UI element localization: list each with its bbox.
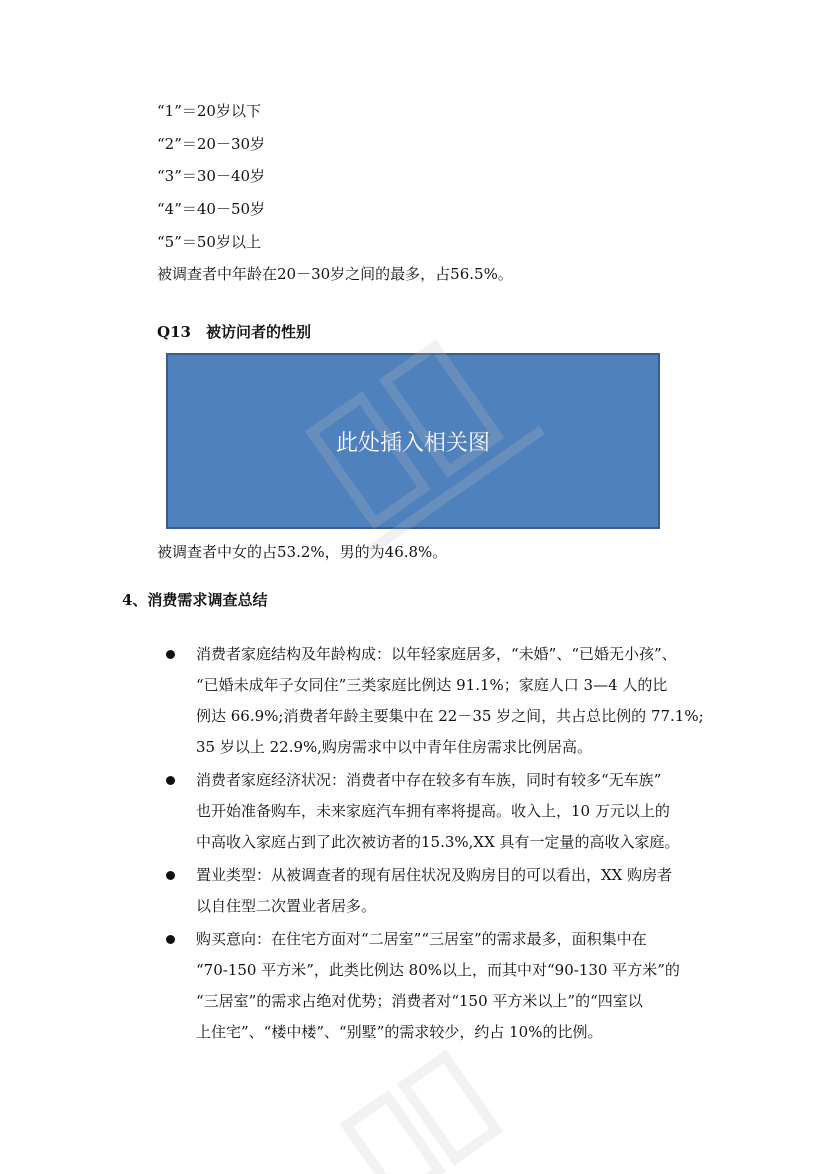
bullet-dot <box>166 776 175 785</box>
age-option-5: “5”＝50岁以上 <box>157 233 261 251</box>
age-summary: 被调查者中年龄在20－30岁之间的最多，占56.5%。 <box>157 265 513 283</box>
watermark-graphic <box>290 300 550 560</box>
chart-placeholder-label: 此处插入相关图 <box>335 430 490 456</box>
bullet-line: “三居室”的需求占绝对优势；消费者对“150 平方米以上”的“四室以 <box>196 992 643 1010</box>
age-option-4: “4”＝40－50岁 <box>157 200 266 218</box>
bullet-line: 35 岁以上 22.9%,购房需求中以中青年住房需求比例居高。 <box>196 738 593 756</box>
bullet-line: 购买意向：在住宅方面对“二居室”“三居室”的需求最多，面积集中在 <box>196 930 647 948</box>
bullet-line: 消费者家庭经济状况：消费者中存在较多有车族，同时有较多“无车族” <box>196 771 662 789</box>
age-option-2: “2”＝20－30岁 <box>157 135 266 153</box>
bullet-dot <box>166 871 175 880</box>
bullet-line: “70-150 平方米”，此类比例达 80%以上，而其中对“90-130 平方米”的 <box>196 961 680 979</box>
bullet-line: 也开始准备购车，未来家庭汽车拥有率将提高。收入上，10 万元以上的 <box>196 802 670 820</box>
bullet-line: 中高收入家庭占到了此次被访者的15.3%,XX 具有一定量的高收入家庭。 <box>196 833 680 851</box>
bullet-item-purchase-intention <box>196 924 716 1048</box>
bullet-item-family-structure <box>196 639 716 763</box>
gender-summary: 被调查者中女的占53.2%，男的为46.8%。 <box>157 543 448 561</box>
bullet-item-property-type <box>196 860 716 922</box>
bullet-line: 例达 66.9%;消费者年龄主要集中在 22－35 岁之间，共占总比例的 77.1%; <box>196 707 704 725</box>
bullet-line: 消费者家庭结构及年龄构成：以年轻家庭居多，“未婚”、“已婚无小孩”、 <box>196 645 677 663</box>
age-option-3: “3”＝30－40岁 <box>157 167 266 185</box>
bullet-dot <box>166 650 175 659</box>
section-4-heading: 4、消费需求调查总结 <box>122 591 268 609</box>
bullet-line: 以自住型二次置业者居多。 <box>196 897 377 915</box>
bullet-line: “已婚未成年子女同住”三类家庭比例达 91.1%；家庭人口 3—4 人的比 <box>196 676 668 694</box>
age-option-1: “1”＝20岁以下 <box>157 102 261 120</box>
bullet-line: 上住宅”、“楼中楼”、“别墅”的需求较少，约占 10%的比例。 <box>196 1023 603 1041</box>
q13-heading: Q13 被访问者的性别 <box>157 323 311 341</box>
bullet-dot <box>166 935 175 944</box>
watermark-graphic-bottom <box>330 1040 530 1174</box>
bullet-item-economic-status <box>196 765 716 858</box>
bullet-line: 置业类型：从被调查者的现有居住状况及购房目的可以看出，XX 购房者 <box>196 866 673 884</box>
